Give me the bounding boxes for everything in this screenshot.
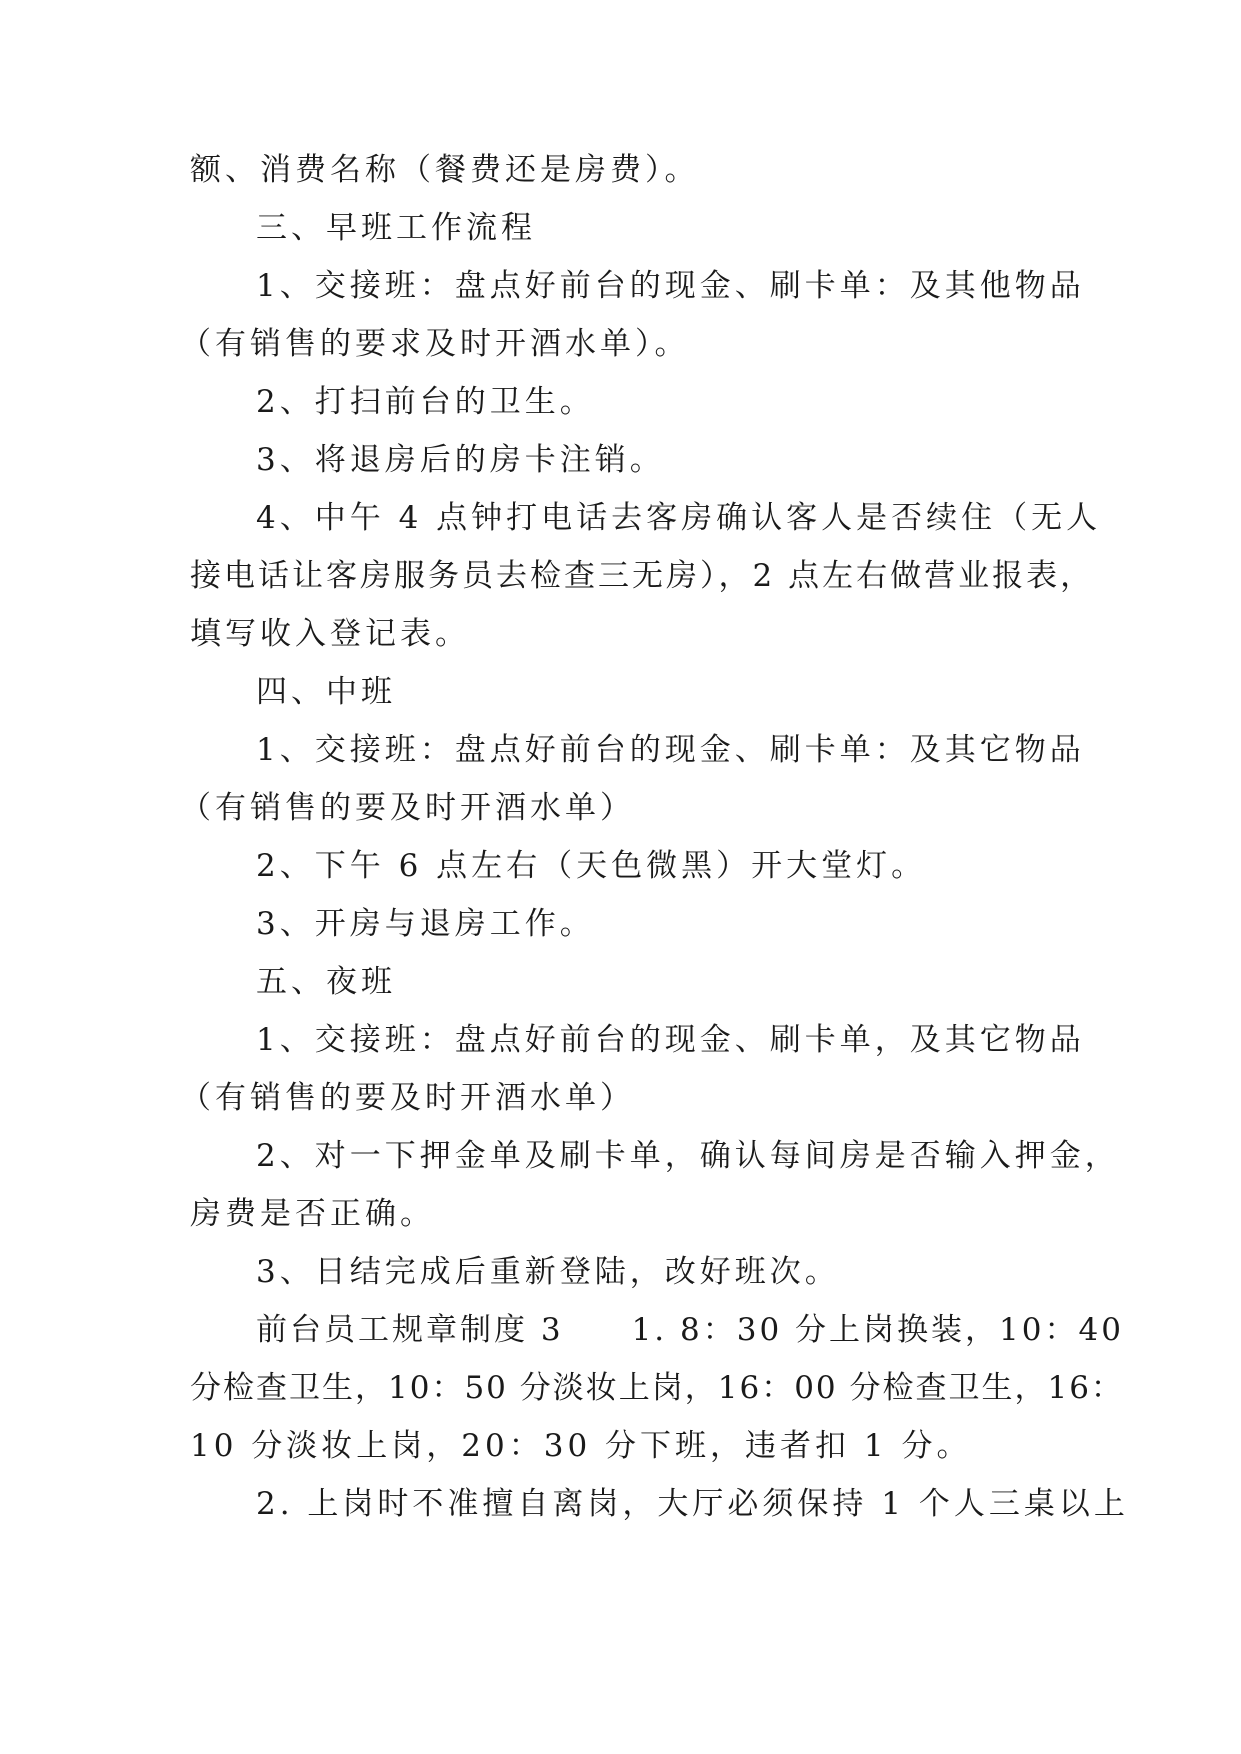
text-line-23: 10 分淡妆上岗，20：30 分下班，违者扣 1 分。	[190, 1428, 972, 1464]
section-heading-middle-shift: 四、中班	[256, 674, 396, 710]
text-line-7: 4、中午 4 点钟打电话去客房确认客人是否续住（无人	[256, 500, 1102, 536]
text-line-18: 2、对一下押金单及刷卡单，确认每间房是否输入押金，	[256, 1138, 1120, 1174]
text-line-8: 接电话让客房服务员去检查三无房），2 点左右做营业报表，	[190, 558, 1095, 594]
text-line-20: 3、日结完成后重新登陆，改好班次。	[256, 1254, 840, 1290]
text-line-6: 3、将退房后的房卡注销。	[256, 442, 665, 478]
text-line-17: （有销售的要及时开酒水单）	[180, 1080, 635, 1116]
text-line-19: 房费是否正确。	[190, 1196, 435, 1232]
section-heading-night-shift: 五、夜班	[256, 964, 396, 1000]
text-line-24: 2. 上岗时不准擅自离岗，大厅必须保持 1 个人三桌以上	[256, 1486, 1129, 1522]
text-line-16: 1、交接班：盘点好前台的现金、刷卡单，及其它物品	[256, 1022, 1085, 1058]
text-line-14: 3、开房与退房工作。	[256, 906, 595, 942]
text-line-5: 2、打扫前台的卫生。	[256, 384, 595, 420]
section-heading-rules: 前台员工规章制度 3 1. 8：30 分上岗换装，10：40	[256, 1312, 1124, 1348]
text-line-12: （有销售的要及时开酒水单）	[180, 790, 635, 826]
text-line-4: （有销售的要求及时开酒水单）。	[180, 326, 690, 362]
text-line-9: 填写收入登记表。	[190, 616, 470, 652]
text-line-22: 分检查卫生，10：50 分淡妆上岗，16：00 分检查卫生，16：	[190, 1370, 1124, 1406]
section-heading-morning-shift: 三、早班工作流程	[256, 210, 536, 246]
text-line-13: 2、下午 6 点左右（天色微黑）开大堂灯。	[256, 848, 927, 884]
text-line-3: 1、交接班：盘点好前台的现金、刷卡单：及其他物品	[256, 268, 1085, 304]
text-line-11: 1、交接班：盘点好前台的现金、刷卡单：及其它物品	[256, 732, 1085, 768]
text-line-1: 额、消费名称（餐费还是房费）。	[190, 152, 700, 188]
